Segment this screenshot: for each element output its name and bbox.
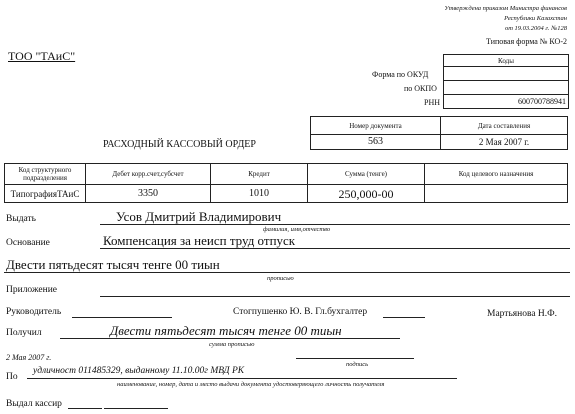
amount-words-value: Двести пятьдесят тысяч тенге 00 тиын xyxy=(6,257,220,272)
sum-value: 250,000-00 xyxy=(308,185,425,203)
attachment-label: Приложение xyxy=(6,285,57,295)
debit-value: 3350 xyxy=(86,185,211,203)
approval-line-2: Республики Казахстан xyxy=(504,15,567,22)
credit-header: Кредит xyxy=(211,164,308,185)
receiver-signature-line xyxy=(296,358,414,359)
organization-name: ТОО "ТАиС" xyxy=(8,49,76,63)
okpo-cell xyxy=(444,81,569,95)
document-title: РАСХОДНЫЙ КАССОВЫЙ ОРДЕР xyxy=(103,139,256,150)
basis-value: Компенсация за неисп труд отпуск xyxy=(103,233,296,248)
rnn-label: РНН xyxy=(424,98,441,107)
head-signature-line xyxy=(72,317,172,318)
cashier-signature-line-1 xyxy=(68,408,102,409)
signature-caption: подпись xyxy=(346,361,369,368)
cashier-label: Выдал кассир xyxy=(6,399,62,409)
doc-date: 2 Мая 2007 г. xyxy=(441,135,568,150)
rnn-cell: 600700788941 xyxy=(444,95,569,109)
basis-line xyxy=(100,248,570,249)
sum-header: Сумма (тенге) xyxy=(308,164,425,185)
basis-label: Основание xyxy=(6,238,50,248)
codes-header: Коды xyxy=(444,55,569,67)
okpo-label: по ОКПО xyxy=(404,84,437,93)
date-header: Дата составления xyxy=(441,117,568,135)
okud-cell xyxy=(444,67,569,81)
credit-value: 1010 xyxy=(211,185,308,203)
received-line xyxy=(60,338,400,339)
by-doc-line xyxy=(27,378,457,379)
purpose-value xyxy=(425,185,568,203)
received-label: Получил xyxy=(6,328,42,338)
doc-number-table xyxy=(310,116,568,150)
doc-number: 563 xyxy=(311,135,441,150)
okud-label: Форма по ОКУД xyxy=(372,70,429,79)
by-doc-caption: наименование, номер, дата и место выдачи документа удостоверяющего личность получателя xyxy=(117,381,385,388)
debit-header: Дебет корр.счет,субсчет xyxy=(86,164,211,185)
approval-line-1: Утверждена приказом Министра финансов xyxy=(444,5,567,12)
cashier-signature-line-2 xyxy=(104,408,168,409)
accountant-label: Стогпушенко Ю. В. Гл.бухгалтер xyxy=(233,307,368,317)
head-label: Руководитель xyxy=(6,307,62,317)
issue-caption: фамилия, имя,отчество xyxy=(263,226,331,233)
purpose-header: Код целевого назначения xyxy=(425,164,568,185)
issue-line xyxy=(100,224,570,225)
receipt-date: 2 Мая 2007 г. xyxy=(6,353,52,362)
amount-words-line xyxy=(4,272,570,273)
accountant-signature-line xyxy=(383,317,425,318)
received-caption: сумма прописью xyxy=(209,341,255,348)
approval-line-3: от 19.03.2004 г. №128 xyxy=(504,25,567,32)
received-value: Двести пятьдесят тысяч тенге 00 тиын xyxy=(110,323,342,338)
codes-table xyxy=(443,54,569,109)
issue-value: Усов Дмитрий Владимирович xyxy=(116,209,282,224)
accountant-name: Мартьянова Н.Ф. xyxy=(487,309,558,319)
form-number: Типовая форма № КО-2 xyxy=(486,37,567,46)
number-header: Номер документа xyxy=(311,117,441,135)
amount-words-caption: прописью xyxy=(267,275,294,282)
by-doc-value: удличност 011485329, выданному 11.10.00г МВД РК xyxy=(33,366,245,376)
dept-header: Код структурного подразделения xyxy=(5,164,86,185)
accounting-table xyxy=(4,163,568,203)
attachment-line xyxy=(100,296,570,297)
issue-label: Выдать xyxy=(6,214,37,224)
dept-value: ТипографияТАиС xyxy=(5,185,86,203)
by-doc-label: По xyxy=(6,372,18,382)
